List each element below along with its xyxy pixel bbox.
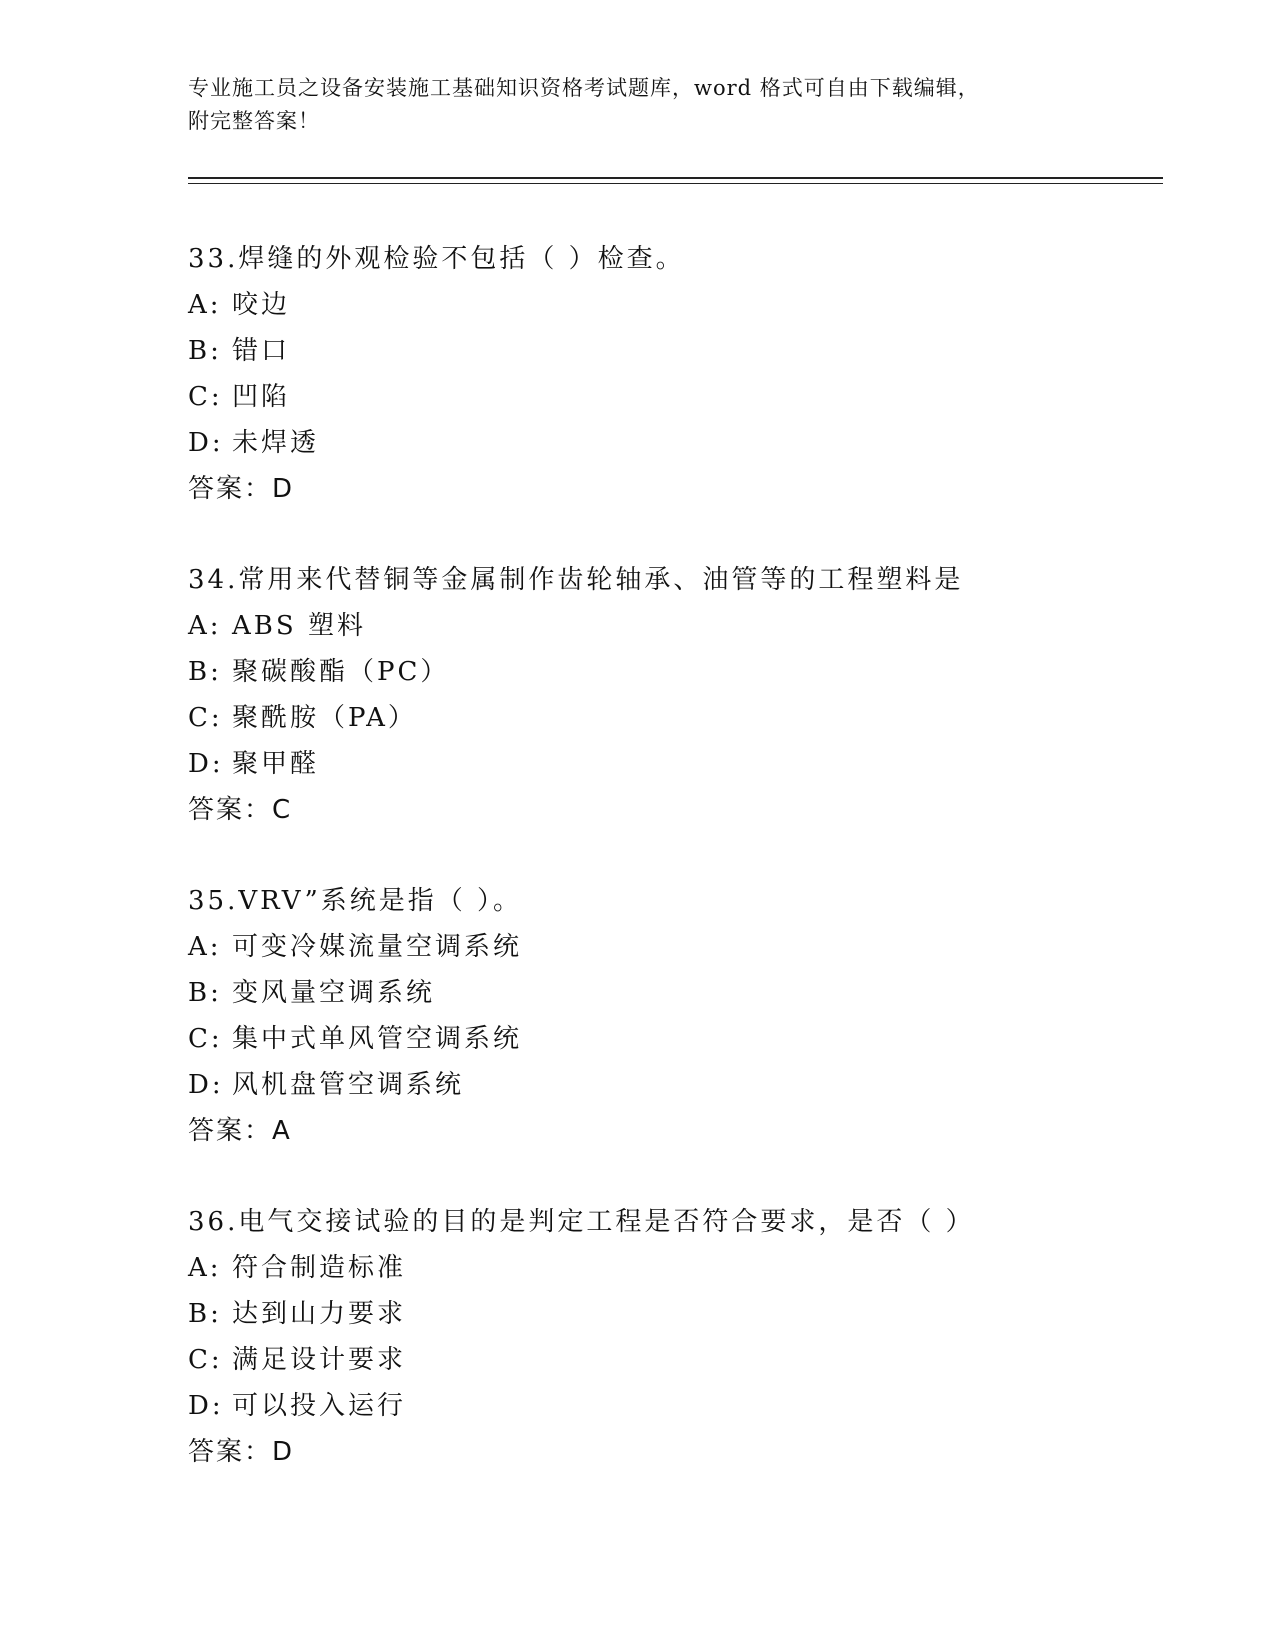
header-divider-thin (188, 183, 1163, 184)
option-c (188, 695, 1168, 741)
option-letter: D: (188, 749, 224, 779)
option-text: 未焊透 (232, 428, 320, 458)
option-b (188, 328, 1168, 374)
option-text: 符合制造标准 (232, 1253, 407, 1283)
answer-line: 答案：D (188, 1437, 295, 1467)
document-header (188, 72, 1068, 138)
option-a (188, 282, 1168, 328)
option-a (188, 603, 1168, 649)
option-text: 可变冷媒流量空调系统 (232, 932, 523, 962)
option-letter: D: (188, 1070, 224, 1100)
option-b (188, 649, 1168, 695)
option-text: 聚碳酸酯（PC） (232, 657, 450, 687)
option-letter: B: (188, 978, 222, 1008)
question-35 (188, 878, 1168, 1154)
question-34 (188, 557, 1168, 833)
option-d (188, 1383, 1168, 1429)
option-a (188, 1245, 1168, 1291)
question-stem: 34.常用来代替铜等金属制作齿轮轴承、油管等的工程塑料是 (188, 565, 964, 595)
option-text: 聚酰胺（PA） (232, 703, 417, 733)
question-stem: 33.焊缝的外观检验不包括（ ）检查。 (188, 244, 685, 274)
option-letter: A: (188, 611, 222, 641)
option-text: 变风量空调系统 (232, 978, 436, 1008)
question-stem: 35.VRV”系统是指（ ）。 (188, 886, 523, 916)
option-letter: D: (188, 1391, 224, 1421)
option-letter: C: (188, 382, 223, 412)
option-text: 达到山力要求 (232, 1299, 407, 1329)
header-line-1: 专业施工员之设备安装施工基础知识资格考试题库，word 格式可自由下载编辑， (188, 76, 980, 100)
option-text: 风机盘管空调系统 (232, 1070, 465, 1100)
option-c (188, 1016, 1168, 1062)
option-letter: B: (188, 336, 222, 366)
option-text: 聚甲醛 (232, 749, 320, 779)
option-text: 凹陷 (232, 382, 291, 412)
header-divider-thick (188, 177, 1163, 179)
option-letter: B: (188, 1299, 222, 1329)
option-b (188, 970, 1168, 1016)
option-text: 集中式单风管空调系统 (232, 1024, 523, 1054)
option-text: 错口 (232, 336, 291, 366)
question-stem: 36.电气交接试验的目的是判定工程是否符合要求，是否（ ） (188, 1207, 975, 1237)
question-list (188, 236, 1168, 1520)
option-c (188, 1337, 1168, 1383)
option-letter: B: (188, 657, 222, 687)
option-letter: A: (188, 1253, 222, 1283)
option-text: ABS 塑料 (232, 611, 366, 641)
option-letter: C: (188, 703, 223, 733)
option-b (188, 1291, 1168, 1337)
answer-line: 答案：A (188, 1116, 292, 1146)
option-letter: C: (188, 1345, 223, 1375)
option-d (188, 420, 1168, 466)
option-text: 可以投入运行 (232, 1391, 407, 1421)
option-letter: A: (188, 932, 222, 962)
option-letter: A: (188, 290, 222, 320)
option-c (188, 374, 1168, 420)
answer-line: 答案：C (188, 795, 293, 825)
option-text: 满足设计要求 (232, 1345, 407, 1375)
option-letter: C: (188, 1024, 223, 1054)
header-line-2: 附完整答案！ (188, 109, 320, 133)
option-a (188, 924, 1168, 970)
question-36 (188, 1199, 1168, 1475)
option-d (188, 741, 1168, 787)
option-letter: D: (188, 428, 224, 458)
answer-line: 答案：D (188, 474, 295, 504)
option-text: 咬边 (232, 290, 291, 320)
question-33 (188, 236, 1168, 512)
option-d (188, 1062, 1168, 1108)
